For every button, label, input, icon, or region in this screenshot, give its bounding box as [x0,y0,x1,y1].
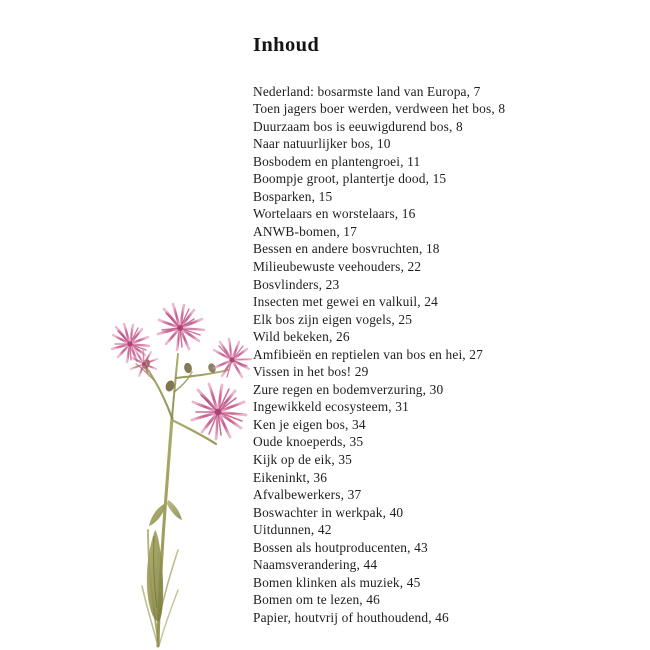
toc-entry: Eikeninkt, 36 [253,469,328,485]
flower-stems [136,354,228,646]
toc-entry: Bosbodem en plantengroei, 11 [253,153,421,169]
toc-entry: Bessen en andere bosvruchten, 18 [253,241,440,257]
toc-entry: Bosparken, 15 [253,188,333,204]
toc-entry: Naar natuurlijker bos, 10 [253,136,391,152]
toc-entry: Duurzaam bos is eeuwigdurend bos, 8 [253,118,463,134]
flower-leaves [142,500,182,646]
ragged-robin-illustration [96,268,256,650]
toc-entry: Uitdunnen, 42 [253,522,332,538]
table-of-contents [253,34,623,627]
toc-entry: Wortelaars en worstelaars, 16 [253,206,416,222]
toc-entry: Elk bos zijn eigen vogels, 25 [253,311,413,327]
toc-entry-list [253,83,623,627]
toc-entry: Bomen klinken als muziek, 45 [253,574,421,590]
flower-head-small-left [131,349,157,376]
toc-entry: Boswachter in werkpak, 40 [253,504,404,520]
toc-entry: Papier, houtvrij of houthoudend, 46 [253,609,449,625]
toc-entry: Vissen in het bos! 29 [253,364,369,380]
page-title: Inhoud [253,34,320,56]
toc-entry: Bossen als houtproducenten, 43 [253,539,428,555]
toc-entry: Toen jagers boer werden, verdween het bos, 8 [253,101,506,117]
toc-entry: Ingewikkeld ecosysteem, 31 [253,399,409,415]
toc-entry: Kijk op de eik, 35 [253,452,353,468]
toc-entry: Zure regen en bodemverzuring, 30 [253,381,444,397]
toc-entry: Wild bekeken, 26 [253,329,350,345]
flower-head-upper-center [158,304,204,350]
flower-buds [141,358,217,393]
toc-entry: Afvalbewerkers, 37 [253,487,362,503]
flower-head-right [214,339,251,380]
toc-entry: Bomen om te lezen, 46 [253,592,380,608]
toc-entry: Amfibieën en reptielen van bos en hei, 27 [253,346,483,362]
toc-entry: Boompje groot, plantertje dood, 15 [253,171,447,187]
toc-entry: Milieubewuste veehouders, 22 [253,259,422,275]
flower-head-upper-left [112,324,149,362]
toc-entry: Oude knoeperds, 35 [253,434,364,450]
toc-entry: ANWB-bomen, 17 [253,223,358,239]
flower-head-lower-right [192,384,246,439]
toc-entry: Insecten met gewei en valkuil, 24 [253,294,438,310]
toc-entry: Naamsverandering, 44 [253,557,378,573]
toc-entry: Nederland: bosarmste land van Europa, 7 [253,83,481,99]
toc-entry: Bosvlinders, 23 [253,276,340,292]
toc-entry: Ken je eigen bos, 34 [253,416,366,432]
